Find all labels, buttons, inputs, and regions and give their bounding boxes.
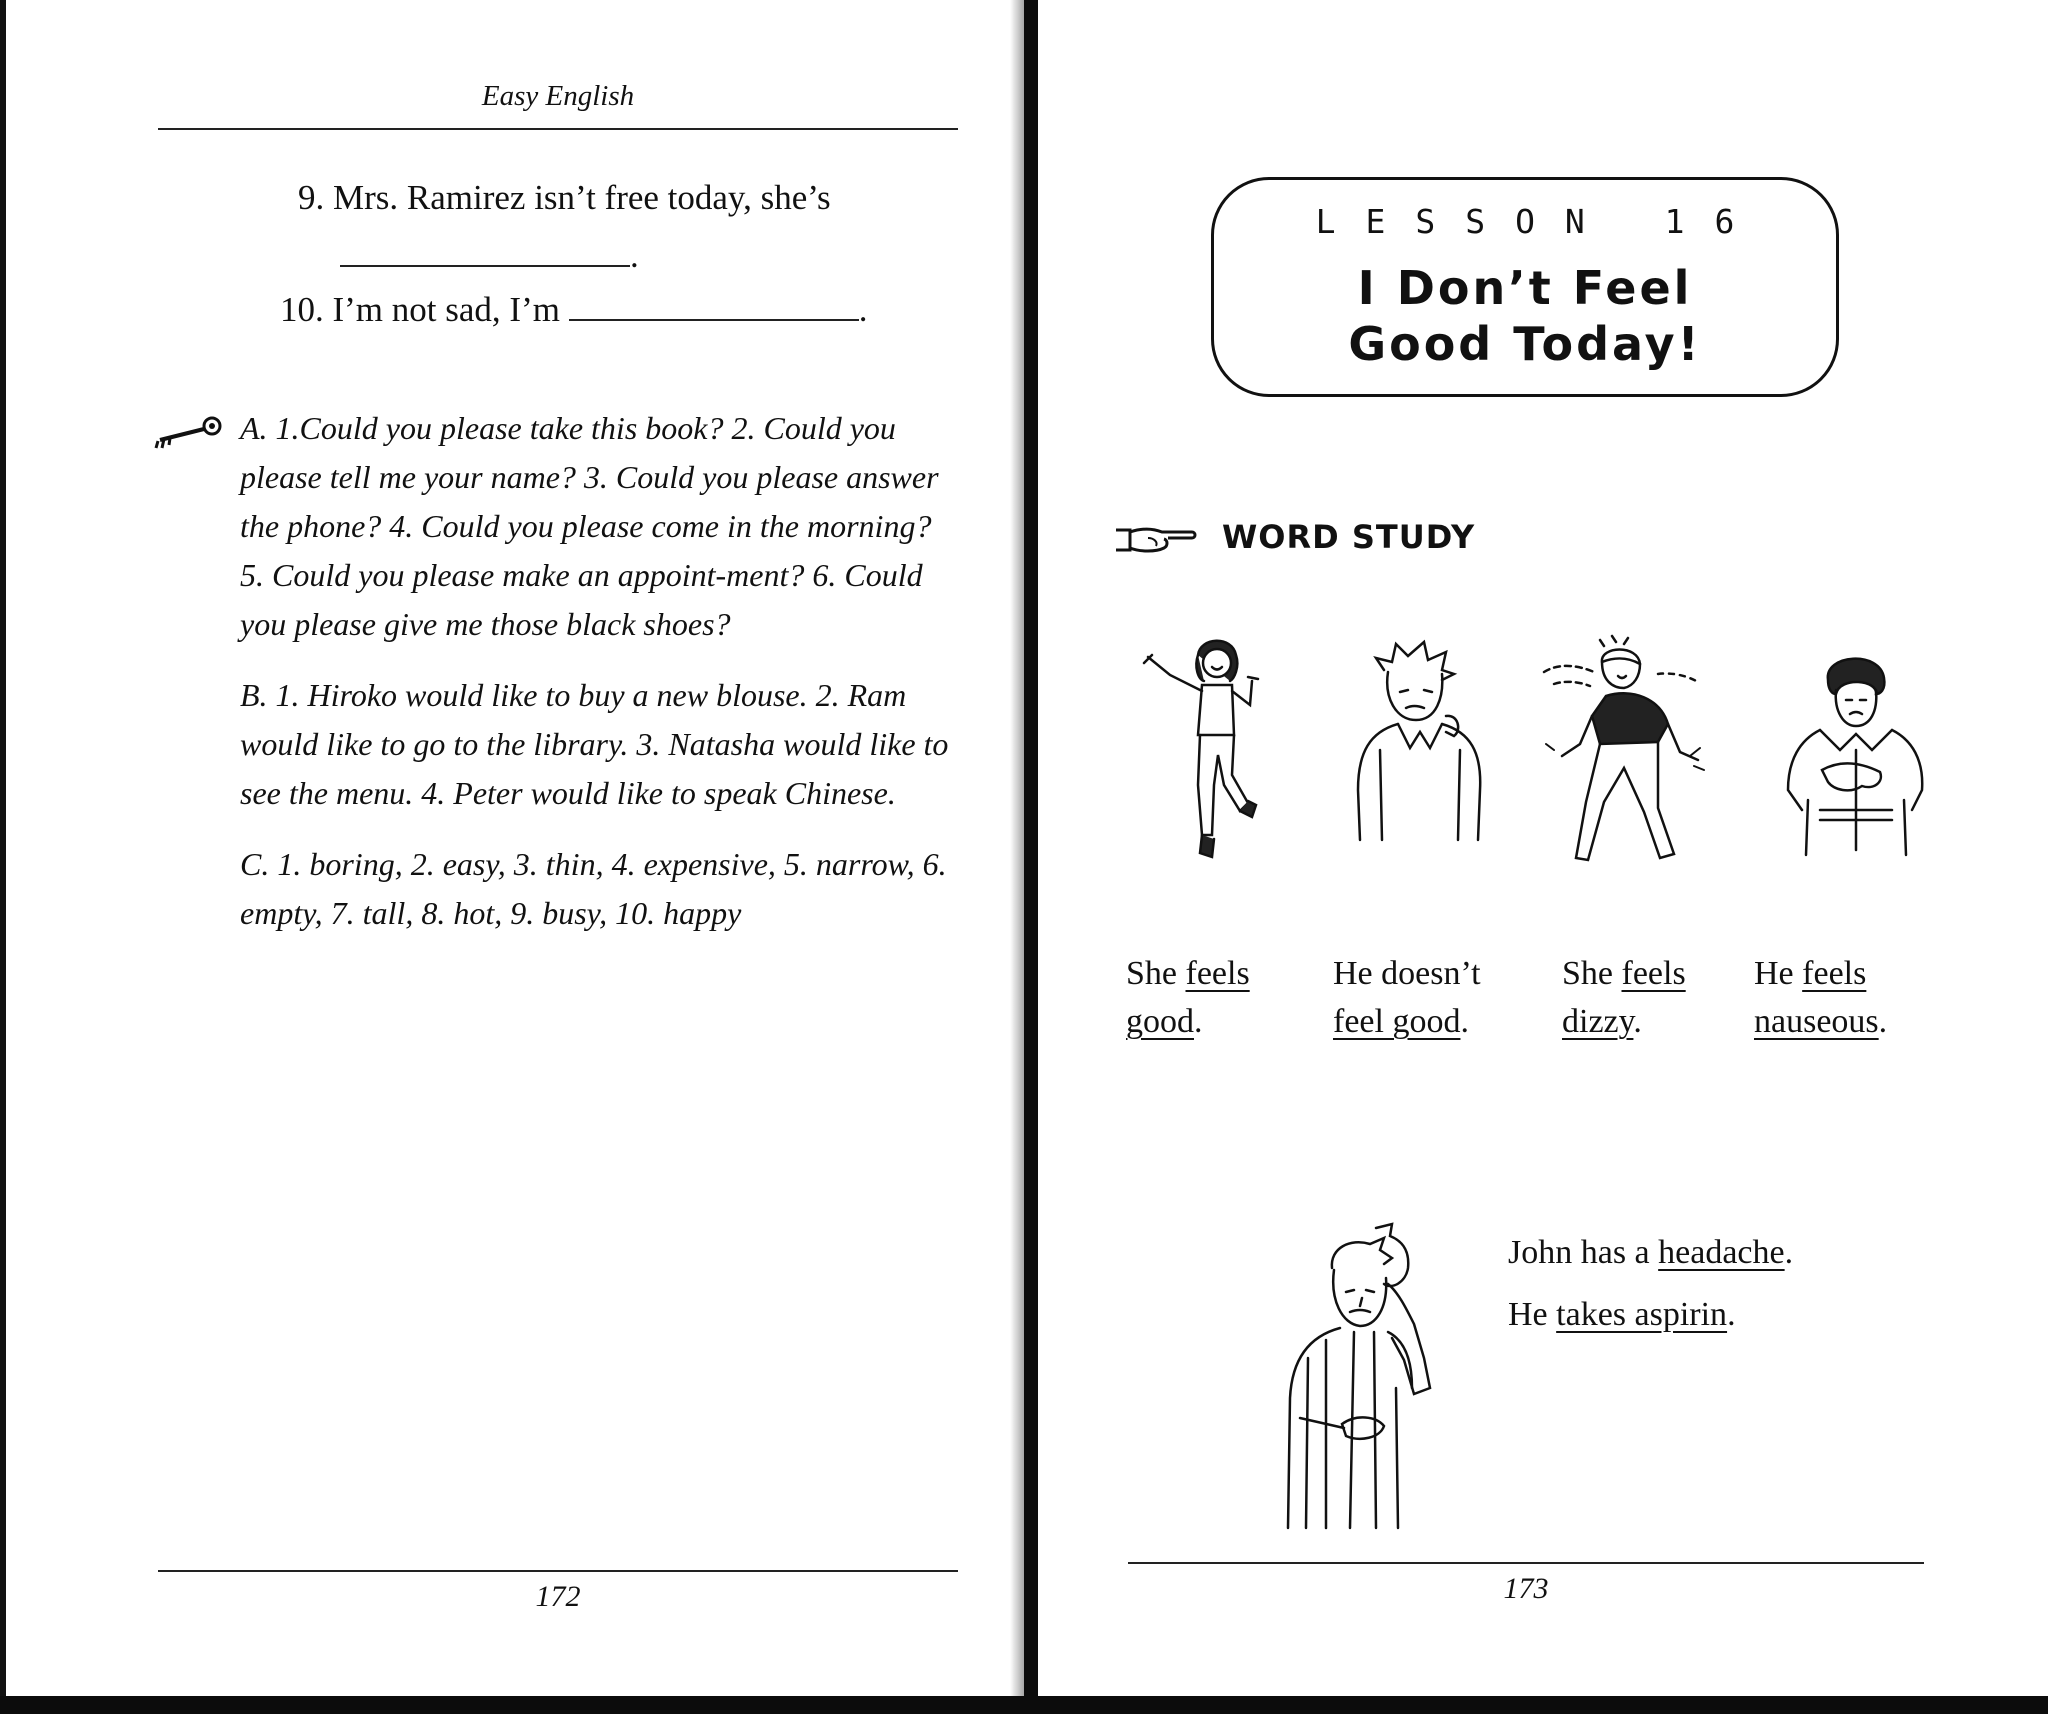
lesson-title xyxy=(1214,260,1836,372)
answers-c: C. 1. boring, 2. easy, 3. thin, 4. expensive, 5. narrow, 6. empty, 7. tall, 8. hot, 9. busy, 10. happy xyxy=(240,846,947,931)
john-line-2: He takes aspirin. xyxy=(1508,1296,1736,1333)
vocab-feels: feels xyxy=(1185,955,1250,992)
vocab-good: good xyxy=(1126,1003,1194,1040)
book-spine xyxy=(1024,0,1038,1714)
exercise-text: I’m not sad, I’m xyxy=(332,290,560,329)
exercise-text: Mrs. Ramirez isn’t free today, she’s xyxy=(333,178,831,217)
exercise-10 xyxy=(280,290,867,330)
lesson-title-box xyxy=(1211,177,1839,397)
vocab-feels: feels xyxy=(1802,955,1867,992)
answer-blank xyxy=(569,291,859,321)
dizzy-woman-illustration xyxy=(1540,632,1720,872)
key-icon xyxy=(152,414,224,454)
vocab-dizzy: dizzy xyxy=(1562,1003,1634,1040)
exercise-end: . xyxy=(630,236,639,275)
section-title: WORD STUDY xyxy=(1222,518,1476,556)
answers-a: A. 1.Could you please take this book? 2. Could you please tell me your name? 3. Could you please answer the phone? 4. Could you please come in the morning? 5. Could you please make an appoint-ment? 6. Could you please give me those black shoes? xyxy=(240,410,939,642)
answer-key xyxy=(240,404,960,960)
lesson-label: LESSON 16 xyxy=(1315,202,1765,241)
footer-rule xyxy=(1128,1562,1924,1564)
answers-b: B. 1. Hiroko would like to buy a new blouse. 2. Ram would like to go to the library. 3. Natasha would like to see the menu. 4. Peter would like to speak Chinese. xyxy=(240,677,949,811)
unwell-man-illustration xyxy=(1350,640,1490,850)
footer-rule xyxy=(158,1570,958,1572)
exercise-number: 9. xyxy=(298,178,325,217)
vocab-nauseous: nauseous xyxy=(1754,1003,1879,1040)
exercise-9-answer-line xyxy=(340,236,639,276)
vocab-headache: headache xyxy=(1658,1234,1785,1271)
john-headache-illustration xyxy=(1280,1228,1480,1528)
answer-blank xyxy=(340,237,630,267)
nauseous-man-illustration xyxy=(1780,650,1930,865)
caption-feels-nauseous: He feels nauseous. xyxy=(1754,955,1888,1040)
page-number-right: 173 xyxy=(1503,1572,1549,1605)
lesson-title-line2: Good Today! xyxy=(1348,317,1702,371)
page-bottom-edge xyxy=(0,1696,2048,1714)
running-head: Easy English xyxy=(481,80,635,112)
exercise-9 xyxy=(298,178,831,218)
page-number-left: 172 xyxy=(535,1580,581,1613)
spine-shadow xyxy=(1010,0,1024,1714)
pointing-hand-icon xyxy=(1112,520,1198,560)
header-rule xyxy=(158,128,958,130)
vocab-feel-good: feel good xyxy=(1333,1003,1461,1040)
john-line-1: John has a headache. xyxy=(1508,1234,1794,1271)
happy-girl-illustration xyxy=(1140,635,1290,875)
vocab-takes-aspirin: takes aspirin xyxy=(1556,1296,1728,1333)
caption-doesnt-feel-good: He doesn’t feel good. xyxy=(1333,955,1481,1040)
caption-feels-good: She feels good. xyxy=(1126,955,1250,1040)
lesson-title-line1: I Don’t Feel xyxy=(1357,261,1693,315)
page-left-edge xyxy=(0,0,6,1714)
vocab-feels: feels xyxy=(1621,955,1686,992)
exercise-end: . xyxy=(858,290,868,329)
exercise-number: 10. xyxy=(280,290,324,329)
caption-feels-dizzy: She feels dizzy. xyxy=(1562,955,1686,1040)
john-sentences xyxy=(1508,1222,1793,1346)
